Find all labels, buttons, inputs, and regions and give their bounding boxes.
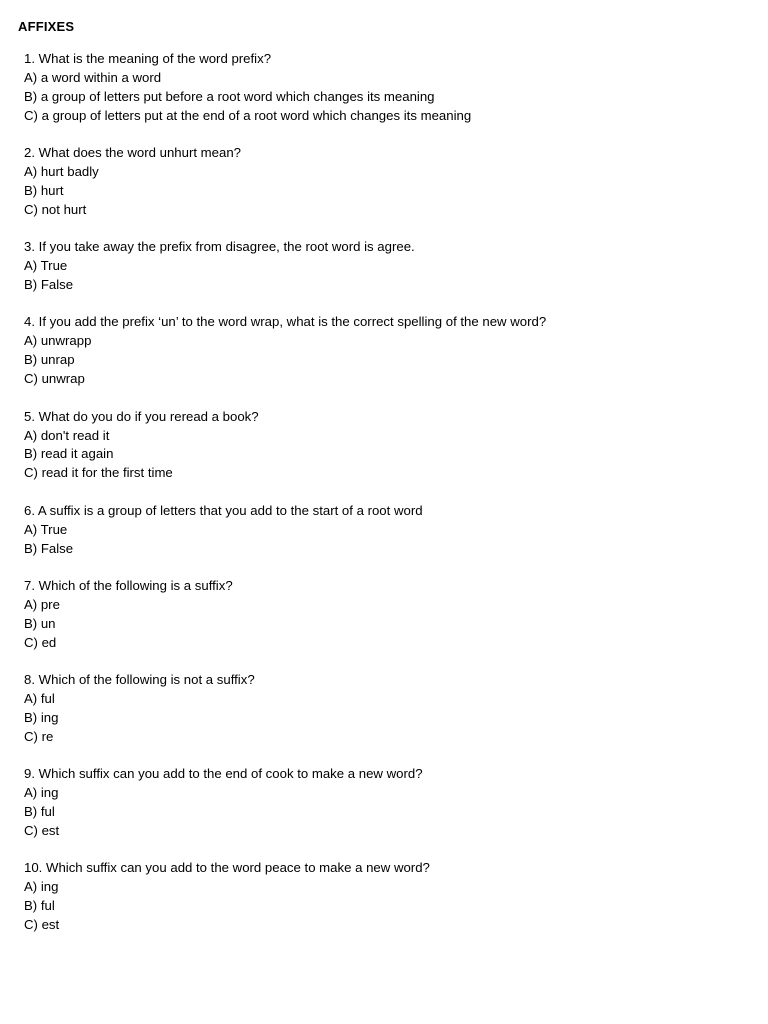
question-9 [24,765,744,841]
answer-option: A) ing [24,785,59,801]
question-prompt: 10. Which suffix can you add to the word peace to make a new word? [24,860,430,876]
answer-option: A) don't read it [24,427,110,443]
question-prompt: 9. Which suffix can you add to the end of cook to make a new word? [24,766,423,782]
answer-option: B) False [24,540,74,556]
answer-option: B) ful [24,898,55,914]
answer-option: C) est [24,822,60,838]
answer-option: C) est [24,917,60,933]
question-10 [24,859,744,935]
answer-option: A) hurt badly [24,164,99,180]
question-6 [24,502,744,559]
question-7 [24,577,744,653]
answer-option: A) True [24,258,68,274]
question-prompt: 4. If you add the prefix ‘un’ to the word wrap, what is the correct spelling of the new word? [24,314,547,330]
answer-option: A) a word within a word [24,69,162,85]
answer-option: C) read it for the first time [24,465,173,481]
answer-option: C) not hurt [24,201,87,217]
question-prompt: 1. What is the meaning of the word prefix? [24,51,272,66]
answer-option: A) unwrapp [24,333,92,349]
question-5 [24,408,744,484]
question-list [24,50,744,953]
answer-option: B) hurt [24,182,64,198]
question-prompt: 2. What does the word unhurt mean? [24,145,241,161]
answer-option: B) ful [24,804,55,819]
answer-option: C) ed [24,634,57,650]
question-prompt: 6. A suffix is a group of letters that you add to the start of a root word [24,502,423,518]
question-prompt: 8. Which of the following is not a suffix? [24,672,255,688]
answer-option: B) un [24,615,56,631]
question-prompt: 7. Which of the following is a suffix? [24,577,233,593]
answer-option: B) a group of letters put before a root word which changes its meaning [24,88,435,104]
answer-option: B) False [24,277,74,293]
question-2 [24,144,744,220]
answer-option: A) ing [24,879,59,895]
answer-option: C) re [24,728,54,744]
question-prompt: 5. What do you do if you reread a book? [24,408,259,424]
question-8 [24,671,744,747]
document-title: AFFIXES [18,19,75,34]
question-3 [24,238,744,295]
answer-option: B) read it again [24,446,114,462]
answer-option: B) ing [24,709,59,725]
answer-option: A) ful [24,690,55,706]
question-1 [24,50,744,126]
answer-option: B) unrap [24,352,75,368]
answer-option: C) a group of letters put at the end of a root word which changes its meaning [24,107,472,123]
question-prompt: 3. If you take away the prefix from disagree, the root word is agree. [24,239,415,255]
answer-option: A) pre [24,596,60,612]
answer-option: C) unwrap [24,371,85,387]
question-4 [24,313,744,389]
answer-option: A) True [24,521,68,537]
